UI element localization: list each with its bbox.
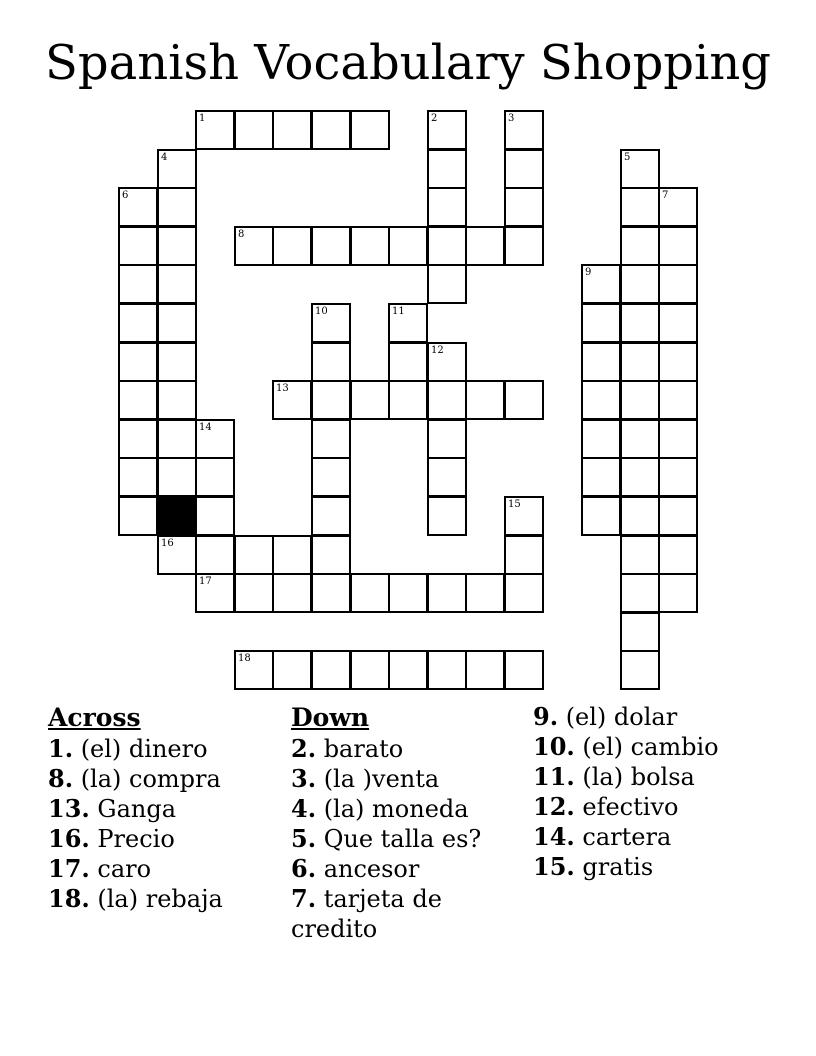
- grid-cell[interactable]: [427, 650, 467, 690]
- across-heading: Across: [48, 703, 141, 732]
- clue-item-number: 6.: [291, 854, 317, 883]
- grid-cell[interactable]: [234, 650, 274, 690]
- clue-item-text: cartera: [574, 823, 672, 851]
- grid-cell[interactable]: [581, 419, 621, 459]
- grid-cell[interactable]: [581, 264, 621, 304]
- grid-cell[interactable]: [504, 187, 544, 227]
- across-clue-list: [48, 734, 278, 914]
- grid-cell[interactable]: [620, 380, 660, 420]
- grid-cell[interactable]: [620, 187, 660, 227]
- clue-item: [291, 854, 521, 884]
- grid-cell[interactable]: [581, 457, 621, 497]
- grid-cell[interactable]: [427, 264, 467, 304]
- grid-cell[interactable]: [620, 612, 660, 652]
- grid-cell[interactable]: [350, 573, 390, 613]
- clue-number: 10: [315, 306, 328, 317]
- clue-item-number: 11.: [533, 762, 575, 791]
- clue-number: 1: [199, 113, 206, 124]
- grid-cell[interactable]: [311, 110, 351, 150]
- grid-cell[interactable]: [620, 264, 660, 304]
- grid-cell[interactable]: [272, 380, 312, 420]
- grid-cell[interactable]: [465, 226, 505, 266]
- grid-cell[interactable]: [658, 419, 698, 459]
- grid-cell[interactable]: [388, 342, 428, 382]
- grid-cell[interactable]: [427, 226, 467, 266]
- down-heading: Down: [291, 703, 370, 732]
- grid-cell[interactable]: [118, 303, 158, 343]
- clue-number: 16: [161, 538, 174, 549]
- grid-cell[interactable]: [272, 650, 312, 690]
- grid-cell[interactable]: [427, 110, 467, 150]
- grid-cell[interactable]: [388, 226, 428, 266]
- clue-item-number: 7.: [291, 884, 317, 913]
- grid-cell[interactable]: [272, 535, 312, 575]
- clue-item-text: ancesor: [316, 855, 420, 883]
- clue-item: [48, 854, 278, 884]
- grid-cell[interactable]: [620, 650, 660, 690]
- clue-number: 11: [392, 306, 405, 317]
- grid-cell[interactable]: [658, 226, 698, 266]
- grid-cell[interactable]: [620, 226, 660, 266]
- grid-cell[interactable]: [234, 110, 274, 150]
- grid-cell[interactable]: [427, 496, 467, 536]
- grid-cell[interactable]: [118, 264, 158, 304]
- grid-cell[interactable]: [118, 380, 158, 420]
- grid-cell[interactable]: [427, 187, 467, 227]
- clue-item-text: (la) bolsa: [574, 763, 695, 791]
- grid-cell[interactable]: [118, 496, 158, 536]
- grid-cell[interactable]: [311, 535, 351, 575]
- clue-item-text: (el) dinero: [73, 735, 208, 763]
- grid-cell[interactable]: [157, 380, 197, 420]
- grid-cell[interactable]: [427, 149, 467, 189]
- grid-cell[interactable]: [195, 573, 235, 613]
- clue-item-number: 3.: [291, 764, 317, 793]
- down-clues-continued: [533, 702, 803, 882]
- clue-item: [533, 822, 803, 852]
- clue-item-number: 4.: [291, 794, 317, 823]
- clue-number: 18: [238, 653, 251, 664]
- grid-cell[interactable]: [620, 303, 660, 343]
- grid-cell[interactable]: [118, 342, 158, 382]
- across-clues: [48, 702, 278, 914]
- grid-cell[interactable]: [620, 535, 660, 575]
- clue-item-text: barato: [316, 735, 404, 763]
- clue-item-text: (el) cambio: [574, 733, 719, 761]
- grid-cell[interactable]: [658, 496, 698, 536]
- clue-number: 6: [122, 190, 129, 201]
- grid-cell[interactable]: [620, 342, 660, 382]
- grid-cell[interactable]: [658, 264, 698, 304]
- clue-item: [48, 824, 278, 854]
- grid-cell[interactable]: [581, 496, 621, 536]
- clue-item-number: 1.: [48, 734, 74, 763]
- grid-cell[interactable]: [234, 226, 274, 266]
- clue-item-text: (la )venta: [316, 765, 440, 793]
- grid-cell[interactable]: [427, 457, 467, 497]
- grid-cell[interactable]: [234, 573, 274, 613]
- grid-cell[interactable]: [620, 573, 660, 613]
- clue-item: [48, 764, 278, 794]
- grid-cell[interactable]: [311, 342, 351, 382]
- grid-cell[interactable]: [157, 457, 197, 497]
- grid-cell[interactable]: [118, 187, 158, 227]
- clue-item-text: tarjeta de credito: [291, 885, 442, 943]
- clue-item-number: 14.: [533, 822, 575, 851]
- grid-cell[interactable]: [272, 226, 312, 266]
- down-clue-list: [291, 734, 521, 944]
- grid-cell[interactable]: [581, 303, 621, 343]
- clue-item-number: 5.: [291, 824, 317, 853]
- clue-item: [533, 792, 803, 822]
- grid-cell[interactable]: [195, 419, 235, 459]
- grid-cell[interactable]: [388, 573, 428, 613]
- grid-cell[interactable]: [311, 226, 351, 266]
- clue-item-number: 18.: [48, 884, 90, 913]
- grid-cell[interactable]: [658, 187, 698, 227]
- grid-cell[interactable]: [388, 380, 428, 420]
- grid-cell[interactable]: [388, 650, 428, 690]
- clue-item-text: (el) dolar: [558, 703, 678, 731]
- clue-item: [533, 702, 803, 732]
- grid-cell[interactable]: [581, 380, 621, 420]
- grid-cell[interactable]: [272, 110, 312, 150]
- clue-item: [48, 884, 278, 914]
- grid-cell[interactable]: [620, 149, 660, 189]
- grid-cell[interactable]: [311, 650, 351, 690]
- grid-cell[interactable]: [195, 457, 235, 497]
- clue-item: [48, 794, 278, 824]
- grid-cell[interactable]: [157, 535, 197, 575]
- clue-item-number: 17.: [48, 854, 90, 883]
- grid-cell[interactable]: [157, 187, 197, 227]
- grid-cell[interactable]: [658, 457, 698, 497]
- grid-cell[interactable]: [658, 573, 698, 613]
- clue-item: [533, 762, 803, 792]
- clue-item-number: 12.: [533, 792, 575, 821]
- grid-cell[interactable]: [427, 573, 467, 613]
- grid-cell[interactable]: [311, 457, 351, 497]
- clue-item: [533, 732, 803, 762]
- grid-cell[interactable]: [504, 110, 544, 150]
- clue-number: 9: [585, 267, 592, 278]
- grid-cell[interactable]: [350, 650, 390, 690]
- clue-item-text: Que talla es?: [316, 825, 482, 853]
- clue-item-text: (la) moneda: [316, 795, 469, 823]
- grid-cell[interactable]: [157, 419, 197, 459]
- clue-number: 8: [238, 229, 245, 240]
- grid-cell[interactable]: [157, 303, 197, 343]
- grid-cell[interactable]: [427, 419, 467, 459]
- clue-number: 4: [161, 152, 168, 163]
- clue-item-text: (la) compra: [73, 765, 221, 793]
- grid-cell[interactable]: [658, 342, 698, 382]
- grid-cell[interactable]: [504, 380, 544, 420]
- clue-number: 7: [662, 190, 669, 201]
- clue-item-text: gratis: [574, 853, 654, 881]
- grid-cell[interactable]: [504, 573, 544, 613]
- grid-cell[interactable]: [427, 342, 467, 382]
- grid-cell[interactable]: [157, 264, 197, 304]
- grid-cell[interactable]: [427, 380, 467, 420]
- grid-cell[interactable]: [195, 496, 235, 536]
- grid-cell[interactable]: [620, 419, 660, 459]
- grid-cell[interactable]: [157, 342, 197, 382]
- clue-number: 2: [431, 113, 438, 124]
- grid-cell[interactable]: [658, 380, 698, 420]
- grid-cell[interactable]: [118, 226, 158, 266]
- grid-cell[interactable]: [311, 419, 351, 459]
- grid-cell[interactable]: [195, 110, 235, 150]
- page-title: Spanish Vocabulary Shopping: [44, 35, 772, 91]
- clue-item-number: 2.: [291, 734, 317, 763]
- grid-cell[interactable]: [658, 535, 698, 575]
- grid-cell[interactable]: [118, 457, 158, 497]
- grid-cell[interactable]: [311, 573, 351, 613]
- grid-cell[interactable]: [504, 496, 544, 536]
- grid-cell[interactable]: [311, 380, 351, 420]
- grid-cell[interactable]: [157, 149, 197, 189]
- grid-cell[interactable]: [465, 380, 505, 420]
- clue-item-number: 15.: [533, 852, 575, 881]
- clue-item-number: 8.: [48, 764, 74, 793]
- grid-cell[interactable]: [504, 226, 544, 266]
- down-clues: [291, 702, 521, 944]
- grid-cell[interactable]: [272, 573, 312, 613]
- clue-number: 14: [199, 422, 212, 433]
- clue-item: [533, 852, 803, 882]
- grid-cell[interactable]: [658, 303, 698, 343]
- clue-item-number: 16.: [48, 824, 90, 853]
- grid-cell[interactable]: [195, 535, 235, 575]
- clue-item: [291, 824, 521, 854]
- clue-item: [48, 734, 278, 764]
- clue-item-text: Ganga: [89, 795, 177, 823]
- clue-number: 12: [431, 345, 444, 356]
- grid-cell[interactable]: [581, 342, 621, 382]
- clue-item: [291, 794, 521, 824]
- clue-number: 17: [199, 576, 212, 587]
- clue-item-text: efectivo: [574, 793, 679, 821]
- grid-cell[interactable]: [388, 303, 428, 343]
- clue-item: [291, 764, 521, 794]
- grid-cell[interactable]: [350, 110, 390, 150]
- grid-cell[interactable]: [118, 419, 158, 459]
- grid-cell[interactable]: [311, 303, 351, 343]
- clue-item-number: 13.: [48, 794, 90, 823]
- clue-item-text: caro: [89, 855, 152, 883]
- clue-item: [291, 884, 521, 944]
- black-square: [157, 496, 197, 536]
- grid-cell[interactable]: [234, 535, 274, 575]
- clue-number: 3: [508, 113, 515, 124]
- clue-item-number: 9.: [533, 702, 559, 731]
- clue-item-number: 10.: [533, 732, 575, 761]
- clue-item-text: (la) rebaja: [89, 885, 223, 913]
- clue-number: 13: [276, 383, 289, 394]
- grid-cell[interactable]: [620, 496, 660, 536]
- clue-item: [291, 734, 521, 764]
- grid-cell[interactable]: [504, 650, 544, 690]
- clue-number: 5: [624, 152, 631, 163]
- down-clue-list-continued: [533, 702, 803, 882]
- grid-cell[interactable]: [620, 457, 660, 497]
- grid-cell[interactable]: [311, 496, 351, 536]
- grid-cell[interactable]: [465, 573, 505, 613]
- clue-item-text: Precio: [89, 825, 175, 853]
- grid-cell[interactable]: [504, 535, 544, 575]
- grid-cell[interactable]: [157, 226, 197, 266]
- clue-number: 15: [508, 499, 521, 510]
- grid-cell[interactable]: [465, 650, 505, 690]
- grid-cell[interactable]: [504, 149, 544, 189]
- grid-cell[interactable]: [350, 380, 390, 420]
- grid-cell[interactable]: [350, 226, 390, 266]
